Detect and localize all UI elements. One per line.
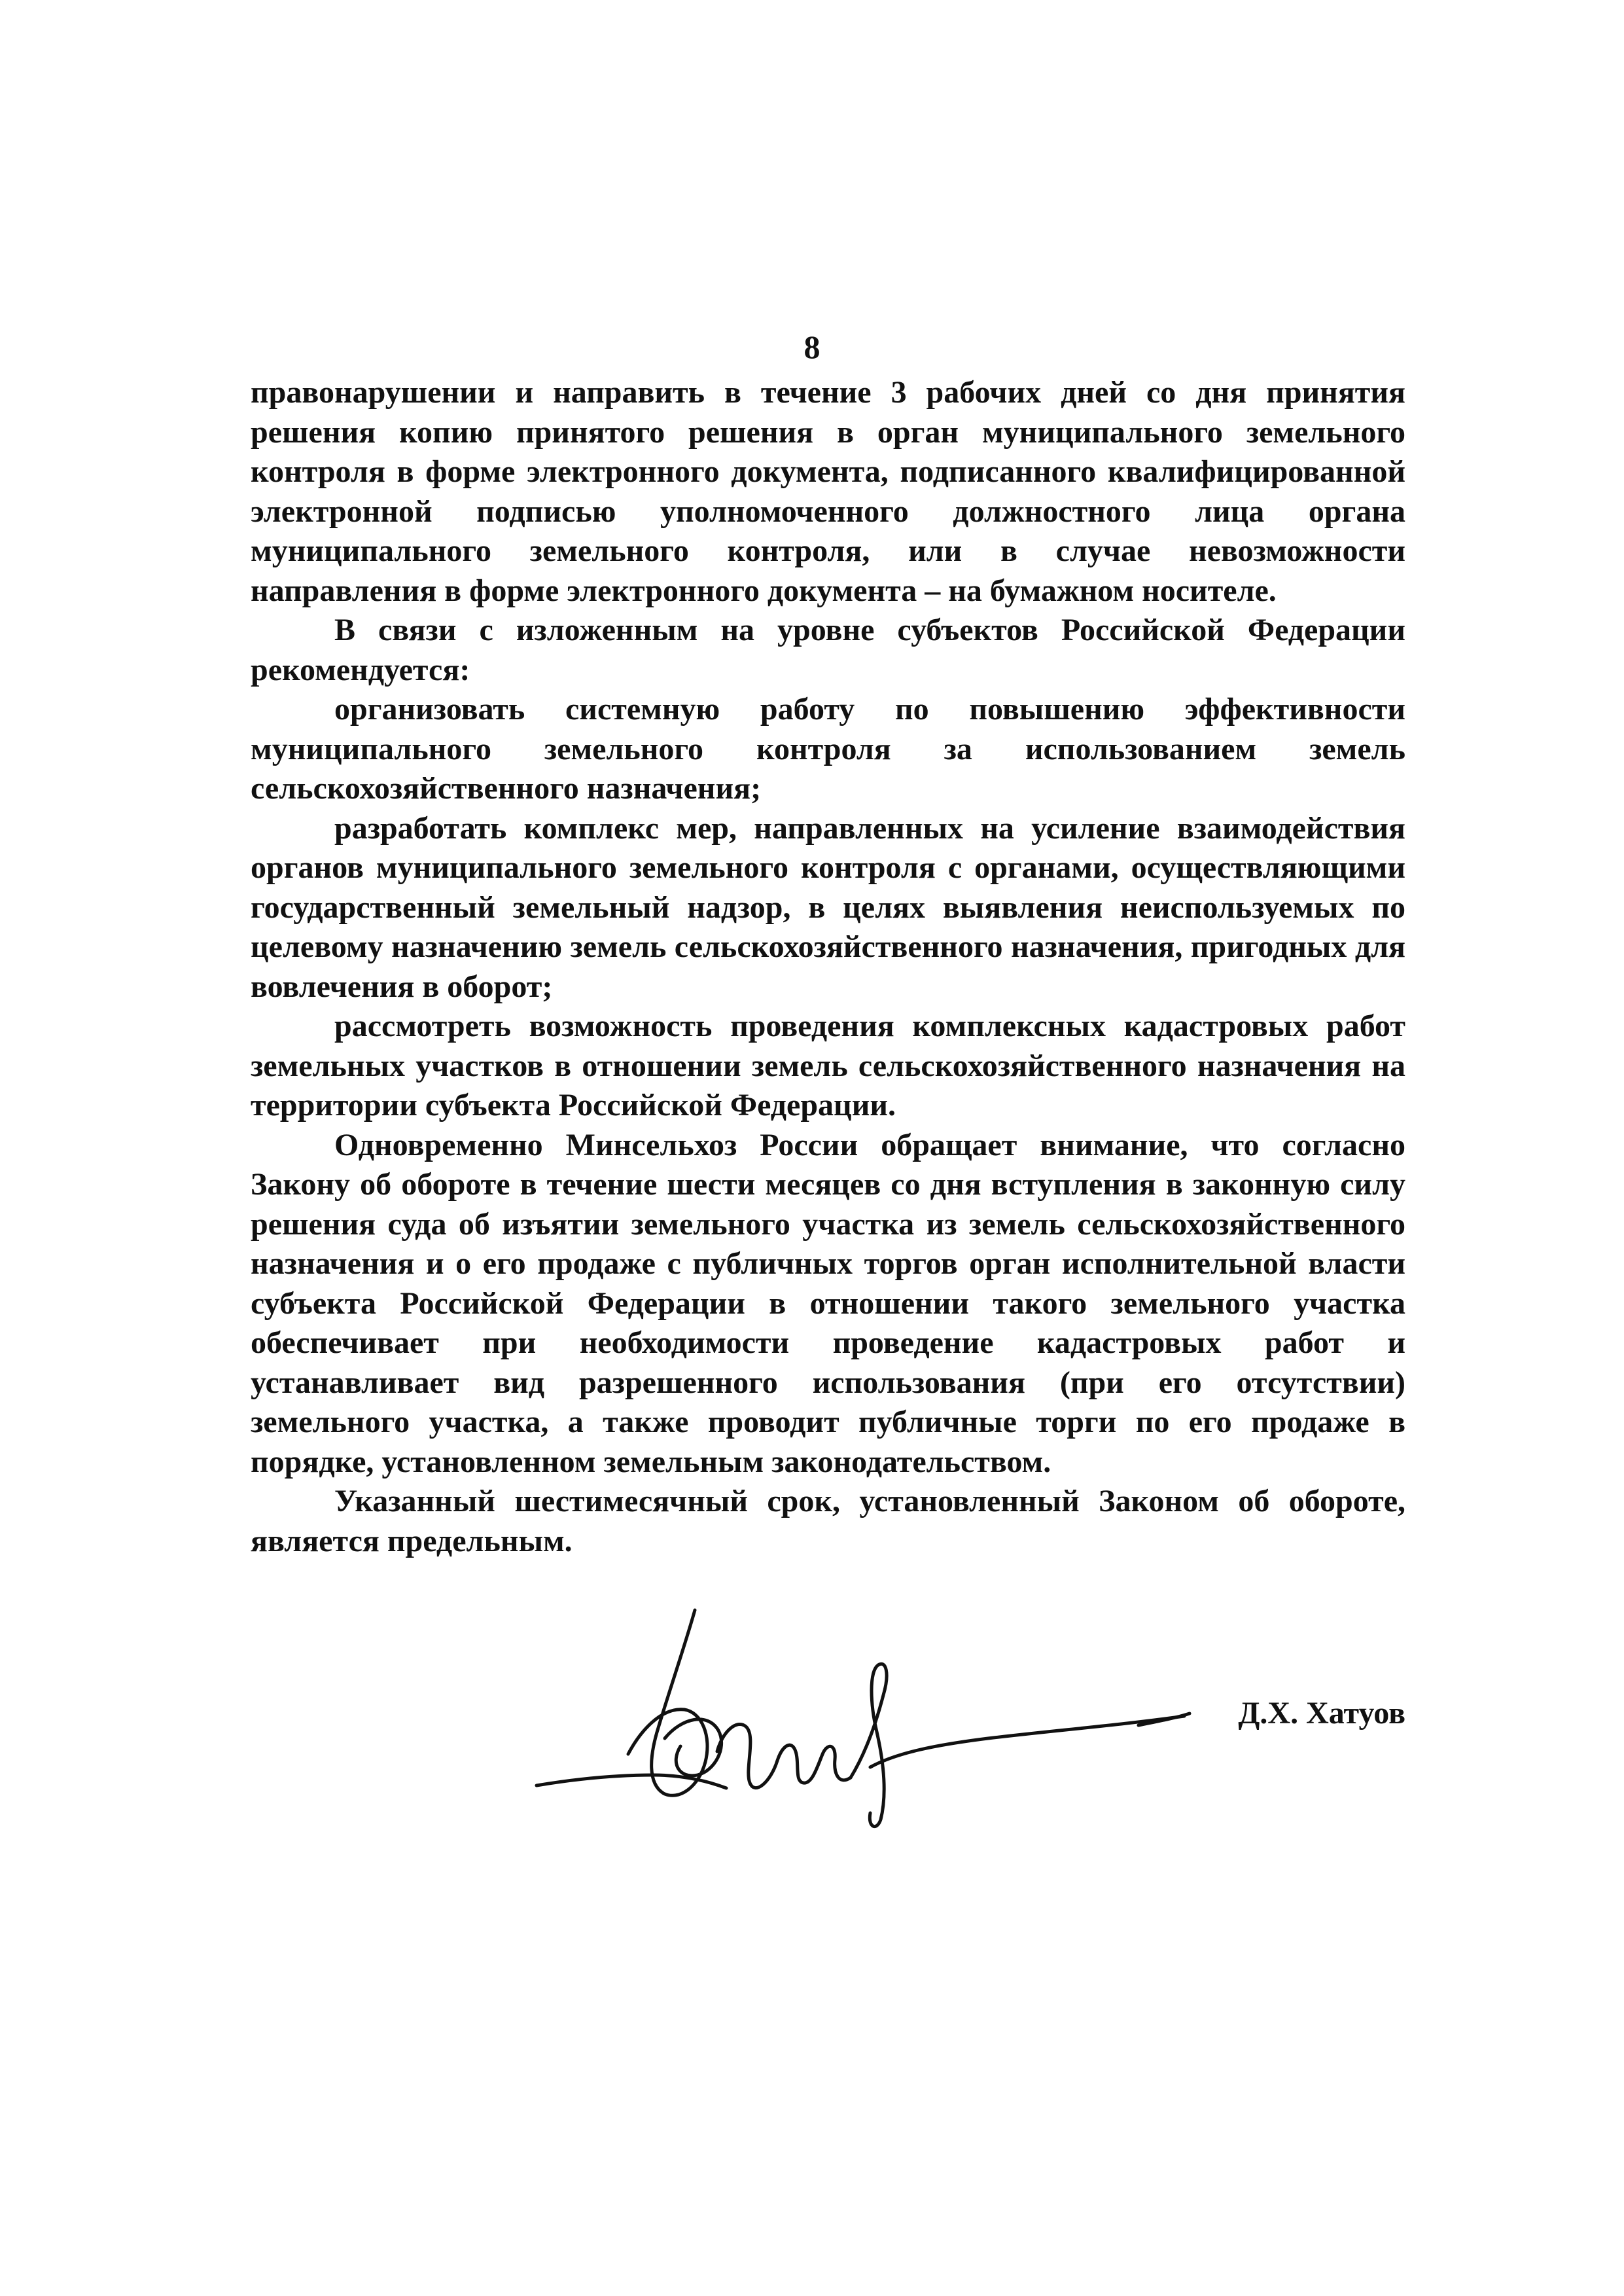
handwritten-signature — [530, 1597, 1230, 1833]
paragraph-continuation: правонарушении и направить в течение 3 рабочих дней со дня принятия решения копию принятого решения в орган муниципального земельного контроля в форме электронного документа, подписанного квалифицированной электронной подписью уполномоченного должностного лица органа муниципального земельного контроля, или в случае невозможности направления в форме электронного документа – на бумажном носителе. — [251, 375, 1405, 608]
paragraph-ministry-notice: Одновременно Минсельхоз России обращает внимание, что согласно Закону об обороте в течение шести месяцев со дня вступления в законную силу решения суда об изъятии земельного участка из земель сельскохозяйственного назначения и о его продаже с публичных торгов орган исполнительной власти субъекта Российской Федерации в отношении такого земельного участка обеспечивает при необходимости проведение кадастровых работ и устанавливает вид разрешенного использования (при его отсутствии) земельного участка, а также проводит публичные торги по его продаже в порядке, установленном земельным законодательством. — [251, 1127, 1405, 1479]
paragraph-recommendation-3: рассмотреть возможность проведения комплексных кадастровых работ земельных участков в отношении земель сельскохозяйственного назначения на территории субъекта Российской Федерации. — [251, 1009, 1405, 1122]
letter-body — [251, 373, 1405, 1561]
paragraph-recommendation-1: организовать системную работу по повышению эффективности муниципального земельного контроля за использованием земель сельскохозяйственного назначения; — [251, 692, 1405, 806]
signature-block — [0, 1597, 1624, 1846]
paragraph-recommendations-intro: В связи с изложенным на уровне субъектов Российской Федерации рекомендуется: — [251, 613, 1405, 687]
page-number: 8 — [803, 329, 821, 365]
signer-name: Д.Х. Хатуов — [1238, 1696, 1405, 1731]
paragraph-recommendation-2: разработать комплекс мер, направленных на усиление взаимодействия органов муниципального земельного контроля с органами, осуществляющими государственный земельный надзор, в целях выявления неиспользуемых по целевому назначению земель сельскохозяйственного назначения, пригодных для вовлечения в оборот; — [251, 810, 1405, 1004]
paragraph-deadline: Указанный шестимесячный срок, установленный Законом об обороте, является предельным. — [251, 1484, 1405, 1558]
